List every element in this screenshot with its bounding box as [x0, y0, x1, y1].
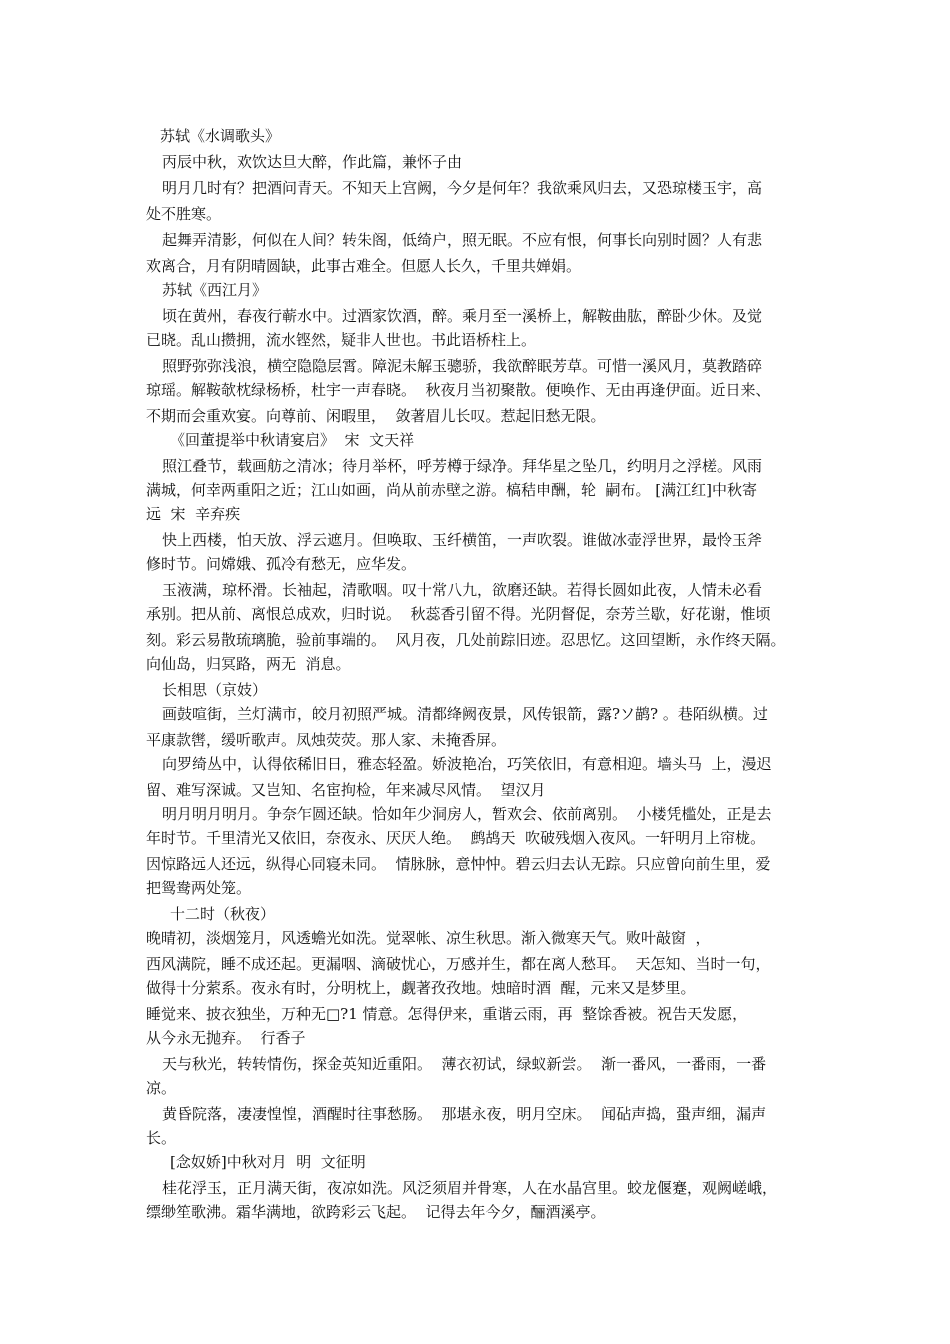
- text-line: 桂花浮玉，正月满天街，夜凉如洗。风泛须眉并骨寒，人在水晶宫里。蛟龙偃蹇，观阙嵯峨，: [162, 1179, 778, 1197]
- text-line: 凉。: [146, 1079, 177, 1097]
- text-line: 做得十分萦系。夜永有时，分明枕上，觑著孜孜地。烛暗时酒 醒，元来又是梦里。: [146, 979, 696, 997]
- text-line: 天与秋光，转转情伤，探金英知近重阳。 薄衣初试，绿蚁新尝。 渐一番风，一番雨，一番: [162, 1055, 767, 1073]
- text-line: 把鸳鸯两处笼。: [146, 879, 252, 897]
- text-line: 照江叠节，载画舫之清冰；待月举杯，呼芳樽于绿净。拜华星之坠几，约明月之浮槎。风雨: [162, 457, 763, 475]
- text-line: 修时节。问嫦娥、孤冷有愁无，应华发。: [146, 555, 417, 573]
- text-line: 晚晴初，淡烟笼月，风透蟾光如洗。觉翠帐、凉生秋思。渐入微寒天气。败叶敲窗 ，: [146, 929, 711, 947]
- text-line: 远 宋 辛弃疾: [146, 505, 241, 523]
- text-line: 平康款辔，缓听歌声。凤烛荧荧。那人家、未掩香屏。: [146, 731, 507, 749]
- text-line: 起舞弄清影，何似在人间？转朱阁，低绮户，照无眠。不应有恨，何事长向别时圆？人有悲: [162, 231, 763, 249]
- text-line: 向罗绮丛中，认得依稀旧日，雅态轻盈。娇波艳冶，巧笑依旧，有意相迎。墙头马 上，漫迟: [162, 755, 772, 773]
- text-line: 长相思（京妓）: [162, 681, 268, 699]
- text-line: 已晓。乱山攒拥，流水铿然，疑非人世也。书此语桥柱上。: [146, 331, 537, 349]
- text-line: 玉液满，琼杯滑。长袖起，清歌咽。叹十常八九，欲磨还缺。若得长圆如此夜，人情未必看: [162, 581, 763, 599]
- text-line: 长。: [146, 1129, 177, 1147]
- text-line: 处不胜寒。: [146, 205, 222, 223]
- text-line: 睡觉来、披衣独坐，万种无□?1 情意。怎得伊来，重谐云雨，再 整馀香被。祝告天发愿，: [146, 1005, 748, 1023]
- text-line: 快上西楼，怕天放、浮云遮月。但唤取、玉纤横笛，一声吹裂。谁做冰壶浮世界，最怜玉斧: [162, 531, 763, 549]
- text-line: 顷在黄州，春夜行蕲水中。过酒家饮酒，醉。乘月至一溪桥上，解鞍曲肱，醉卧少休。及觉: [162, 307, 763, 325]
- text-line: 缥缈笙歌沸。霜华满地，欲跨彩云飞起。 记得去年今夕，酾酒溪亭。: [146, 1203, 606, 1221]
- text-line: 从今永无抛弃。 行香子: [146, 1029, 306, 1047]
- text-line: 苏轼《水调歌头》: [160, 127, 281, 145]
- text-line: 年时节。千里清光又依旧，奈夜永、厌厌人绝。 鹧鸪天 吹破残烟入夜风。一轩明月上帘栊。: [146, 829, 766, 847]
- text-line: 琼瑶。解鞍欹枕绿杨桥，杜宇一声春晓。 秋夜月当初聚散。便唤作、无由再逢伊面。近日来、: [146, 381, 771, 399]
- text-line: 明月几时有？把酒问青天。不知天上宫阙，今夕是何年？我欲乘风归去，又恐琼楼玉宇，高: [162, 179, 763, 197]
- text-line: 欢离合，月有阴晴圆缺，此事古难全。但愿人长久，千里共婵娟。: [146, 257, 582, 275]
- text-line: 刻。彩云易散琉璃脆，验前事端的。 风月夜，几处前踪旧迹。忍思忆。这回望断，永作终天隔。: [146, 631, 786, 649]
- text-line: 因惊路远人还远，纵得心同寝未同。 情脉脉，意忡忡。碧云归去认无踪。只应曾向前生里，爱: [146, 855, 771, 873]
- text-line: [念奴娇]中秋对月 明 文征明: [170, 1153, 366, 1171]
- text-line: 苏轼《西江月》: [162, 281, 268, 299]
- text-line: 《回董提举中秋请宴启》 宋 文天祥: [170, 431, 415, 449]
- text-line: 画鼓喧街，兰灯满市，皎月初照严城。清都绛阙夜景，风传银箭，露?ソ鹋? 。巷陌纵横。过: [162, 705, 768, 723]
- text-line: 丙辰中秋，欢饮达旦大醉，作此篇，兼怀子由: [162, 153, 463, 171]
- text-line: 明月明月明月。争奈乍圆还缺。恰如年少洞房人，暂欢会、依前离别。 小楼凭槛处，正是去: [162, 805, 772, 823]
- text-line: 承别。把从前、离恨总成欢，归时说。 秋蕊香引留不得。光阴督促，奈芳兰歇，好花谢，惟顷: [146, 605, 771, 623]
- text-line: 黄昏院落，凄凄惶惶，酒醒时往事愁肠。 那堪永夜，明月空床。 闻砧声捣，蛩声细，漏声: [162, 1105, 767, 1123]
- text-line: 西风满院，睡不成还起。更漏咽、滴破忧心，万感并生，都在离人愁耳。 天怎知、当时一句，: [146, 955, 771, 973]
- text-line: 留、难写深诚。又岂知、名宦拘检，年来减尽风情。 望汉月: [146, 781, 546, 799]
- text-line: 照野弥弥浅浪，横空隐隐层霄。障泥未解玉骢骄，我欲醉眠芳草。可惜一溪风月，莫教踏碎: [162, 357, 763, 375]
- text-line: 不期而会重欢宴。向尊前、闲暇里， 敛著眉儿长叹。惹起旧愁无限。: [146, 407, 606, 425]
- text-line: 满城，何幸两重阳之近；江山如画，尚从前赤壁之游。槁秸申酬，轮 嗣布。 [满江红]中秋寄: [146, 481, 758, 499]
- text-line: 十二时（秋夜）: [170, 905, 276, 923]
- text-line: 向仙岛，归冥路，两无 消息。: [146, 655, 351, 673]
